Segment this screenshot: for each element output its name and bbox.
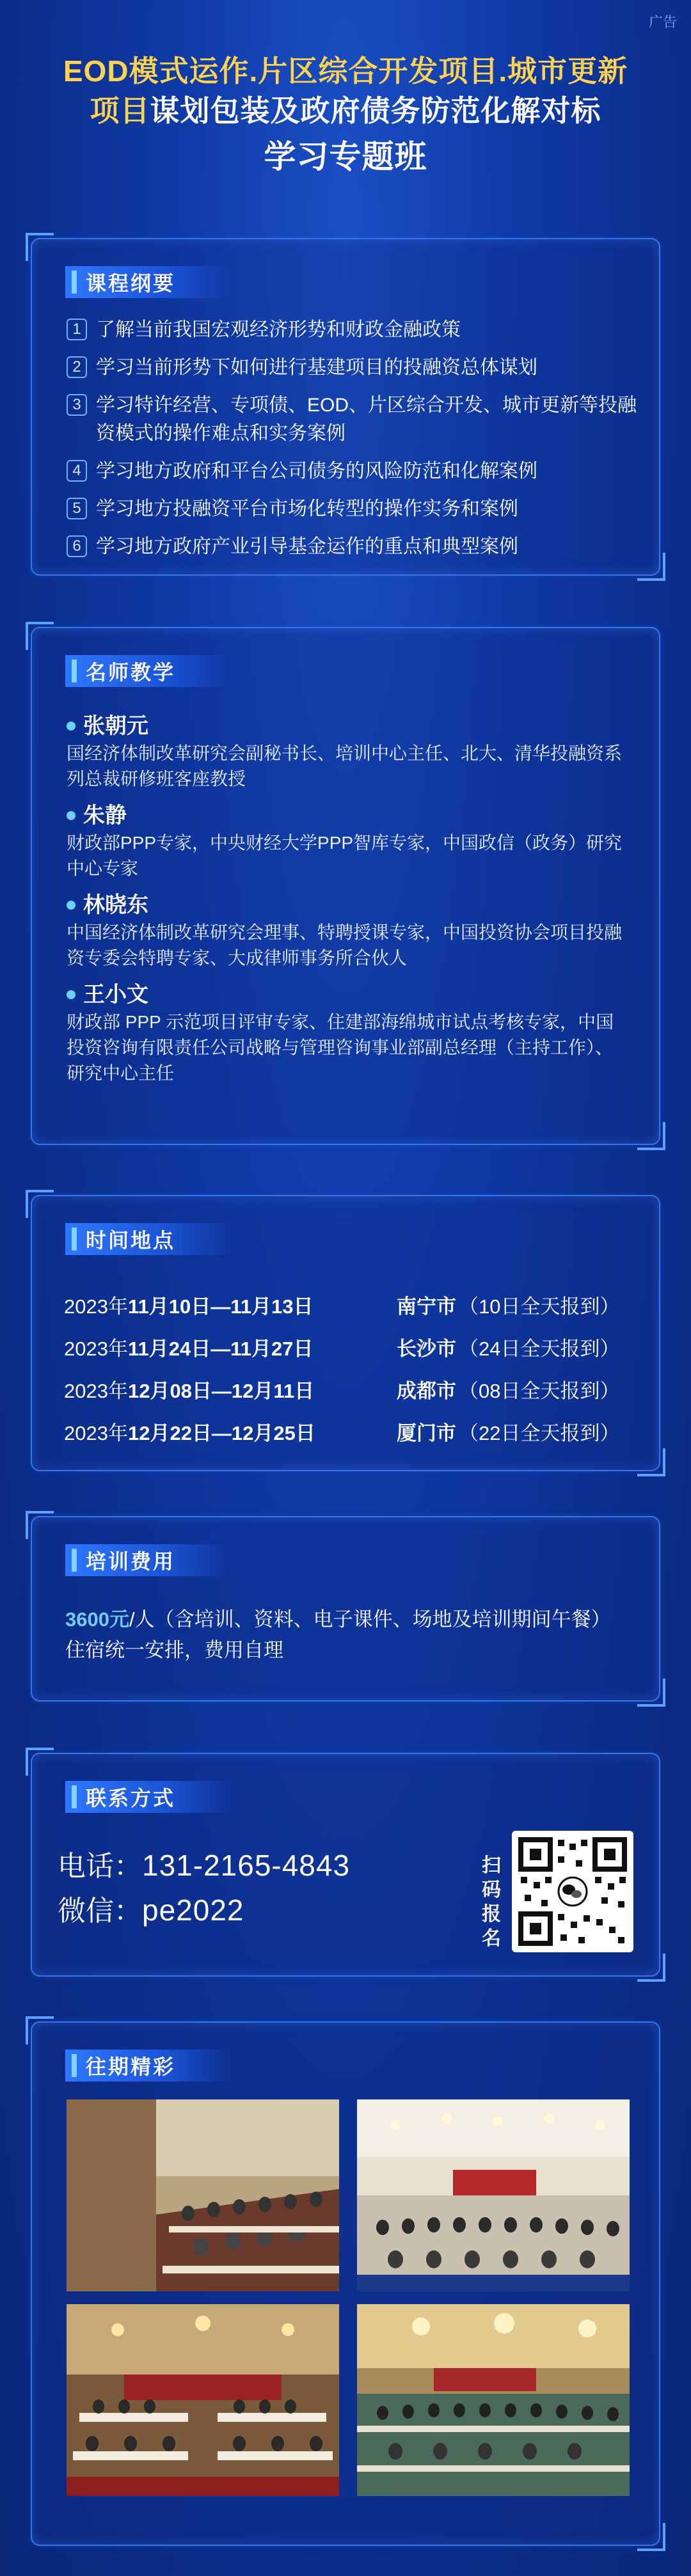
teachers-list: [67, 711, 630, 1086]
schedule-note: （08日全天报到）: [459, 1380, 620, 1402]
fee-detail: /人（含培训、资料、电子课件、场地及培训期间午餐）住宿统一安排，费用自理: [65, 1608, 611, 1661]
bullet-icon: [67, 901, 75, 910]
schedule-year: 2023年: [64, 1295, 128, 1318]
teachers-panel: [31, 627, 660, 1145]
schedule-note: （22日全天报到）: [459, 1422, 620, 1444]
classroom-photo-1: [67, 2099, 339, 2291]
schedule-note: （10日全天报到）: [459, 1295, 620, 1318]
schedule-dates: 11月10日—11月13日: [127, 1295, 314, 1318]
qr-code-icon[interactable]: [512, 1831, 633, 1952]
schedule-dates: 12月22日—12月25日: [127, 1422, 315, 1444]
teacher-name-text: 朱静: [83, 803, 127, 828]
teacher-name-text: 王小文: [83, 983, 148, 1007]
wechat-label: 微信：: [58, 1895, 142, 1927]
outline-list: [67, 316, 642, 571]
fee-price: 3600元: [65, 1608, 129, 1631]
outline-item-number: 5: [67, 498, 87, 519]
title-line-2-rest: 谋划包装及政府债务防范化解对标: [150, 94, 601, 127]
outline-item-number: 6: [67, 535, 87, 557]
outline-item-number: 2: [67, 356, 87, 378]
gallery-heading-label: 往期精彩: [86, 2055, 176, 2078]
gallery-photo: [67, 2304, 339, 2496]
schedule-heading-label: 时间地点: [86, 1229, 176, 1252]
outline-item: [67, 316, 642, 344]
title-line-2: [0, 91, 691, 130]
outline-item-text: 学习地方政府和平台公司债务的风险防范和化解案例: [96, 461, 537, 482]
teacher-name: [67, 980, 630, 1009]
phone-number[interactable]: 131-2165-4843: [142, 1849, 351, 1882]
outline-item: [67, 457, 642, 486]
teacher-name-text: 张朝元: [83, 714, 148, 738]
schedule-row: [64, 1286, 640, 1328]
teacher-desc: 中国经济体制改革研究会理事、特聘授课专家，中国投资协会项目投融资专委会特聘专家、大成律师事务所合伙人: [67, 922, 623, 968]
page-title: [0, 51, 691, 182]
outline-item-text: 学习地方投融资平台市场化转型的操作实务和案例: [96, 498, 518, 519]
outline-item-text: 了解当前我国宏观经济形势和财政金融政策: [96, 319, 461, 340]
bullet-icon: [67, 990, 75, 999]
outline-item-text: 学习当前形势下如何进行基建项目的投融资总体谋划: [96, 357, 537, 378]
teacher-desc: 财政部 PPP 示范项目评审专家、住建部海绵城市试点考核专家，中国投资咨询有限责任公司战略与管理咨询事业部副总经理（主持工作）、研究中心主任: [67, 1012, 614, 1083]
scan-label: 扫码报名: [482, 1855, 501, 1949]
teacher-name: [67, 890, 630, 920]
bullet-icon: [67, 722, 75, 731]
bullet-icon: [67, 811, 75, 820]
teacher-name: [67, 801, 630, 830]
classroom-photo-4: [357, 2304, 630, 2496]
schedule-list: [64, 1286, 640, 1455]
schedule-row: [64, 1370, 640, 1412]
schedule-year: 2023年: [64, 1338, 128, 1360]
phone-line: [58, 1844, 350, 1888]
teacher-name: [67, 711, 630, 741]
outline-item-text: 学习地方政府产业引导基金运作的重点和典型案例: [96, 536, 518, 557]
title-line-2-highlight: 项目: [90, 94, 150, 127]
fee-text: [65, 1604, 628, 1666]
contact-heading-label: 联系方式: [86, 1787, 176, 1810]
outline-item-number: 1: [67, 319, 87, 340]
schedule-row: [64, 1412, 640, 1455]
fee-heading: [65, 1544, 232, 1576]
schedule-city: 成都市: [397, 1380, 456, 1402]
wechat-line: [58, 1888, 350, 1933]
title-line-1: EOD模式运作.片区综合开发项目.城市更新: [63, 54, 628, 88]
gallery-photo: [357, 2099, 630, 2291]
schedule-city: 长沙市: [397, 1338, 456, 1360]
gallery-photo: [67, 2099, 339, 2291]
contact-info: [58, 1844, 350, 1933]
fee-heading-label: 培训费用: [86, 1550, 176, 1573]
teacher-desc: 财政部PPP专家，中央财经大学PPP智库专家，中国政信（政务）研究中心专家: [67, 833, 623, 878]
classroom-photo-3: [67, 2304, 339, 2496]
schedule-year: 2023年: [64, 1422, 128, 1444]
teacher-name-text: 林晓东: [83, 893, 148, 917]
gallery-heading: [65, 2050, 232, 2082]
ad-label: 广告: [648, 14, 677, 30]
schedule-note: （24日全天报到）: [459, 1338, 620, 1360]
outline-panel: [31, 238, 660, 576]
outline-item: [67, 533, 642, 561]
schedule-dates: 11月24日—11月27日: [127, 1338, 314, 1360]
phone-label: 电话：: [58, 1851, 142, 1882]
outline-item: [67, 354, 642, 382]
qr-code-graphic: [512, 1831, 633, 1952]
outline-heading: [65, 266, 232, 298]
schedule-year: 2023年: [64, 1380, 128, 1402]
contact-heading: [65, 1781, 232, 1813]
teachers-heading: [65, 655, 232, 687]
wechat-id[interactable]: pe2022: [142, 1893, 244, 1927]
outline-item-text: 学习特许经营、专项债、EOD、片区综合开发、城市更新等投融资模式的操作难点和实务案例: [96, 395, 637, 444]
teacher-desc: 国经济体制改革研究会副秘书长、培训中心主任、北大、清华投融资系列总裁研修班客座教授: [67, 743, 623, 789]
outline-item-number: 4: [67, 460, 87, 482]
schedule-heading: [65, 1223, 232, 1255]
teachers-heading-label: 名师教学: [86, 661, 176, 684]
classroom-photo-2: [357, 2099, 630, 2291]
schedule-dates: 12月08日—12月11日: [127, 1380, 315, 1402]
schedule-row: [64, 1328, 640, 1370]
gallery-photo: [357, 2304, 630, 2496]
outline-heading-label: 课程纲要: [86, 272, 176, 295]
outline-item: [67, 495, 642, 523]
schedule-city: 厦门市: [397, 1422, 456, 1444]
schedule-panel: [31, 1195, 660, 1471]
contact-panel: [31, 1753, 660, 1977]
title-line-3: 学习专题班: [264, 139, 427, 175]
outline-item: [67, 391, 642, 448]
gallery-panel: [31, 2021, 660, 2546]
fee-panel: [31, 1516, 660, 1702]
outline-item-number: 3: [67, 394, 87, 416]
schedule-city: 南宁市: [397, 1295, 456, 1318]
